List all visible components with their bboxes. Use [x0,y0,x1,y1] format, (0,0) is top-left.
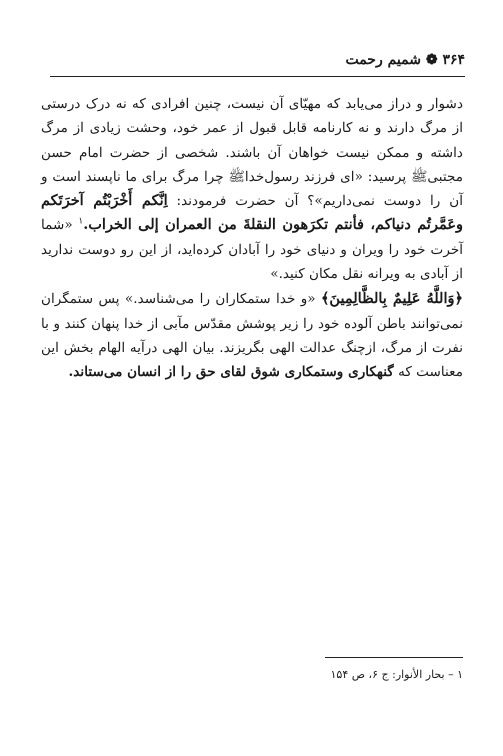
quran-verse: ﴿وَاللَّهُ عَلِيمٌ بِالظَّالِمِينَ﴾ [320,290,463,308]
emphasized-conclusion: گنهکاری وستمکاری شوق لقای حق را از انسان می‌ستاند. [68,364,394,381]
running-header-title: ۳۶۴ ❁ شمیم رحمت [345,52,465,68]
paragraph-1 [41,92,463,286]
paragraph-2 [41,287,463,384]
footnote-marker: ۱ [78,216,84,227]
footnote: ۱ – بحار الأنوار: ج ۶، ص ۱۵۴ [330,668,463,681]
footnote-divider [325,657,463,658]
paragraph-1-text: دشوار و دراز می‌یابد که مهیّای آن نیست، چنین افرادی که نه درک درستی از مرگ دارند و نه کارنامه قابل قبول از عمر خود، وحشت زیادی از مرگ داشته و ممکن نیست خواهان آن باشند. شخصی از حضرت امام حسن مجتبیﷺ پرسید: «ای فرزند رسول‌خداﷺ چرا مرگ برای ما ناپسند است و آن را دوست نمی‌داریم»؟ آن حضرت فرمودند: [41,96,463,210]
body-text [41,92,463,385]
paragraph-2-text: «و خدا ستمکاران را می‌شناسد.» پس ستمگران نمی‌توانند باطن آلوده خود را زیر پوشش مقدّس مآبی از خدا پنهان کنند و با نفرت از مرگ، ازچنگ عدالت الهی بگریزند. بیان الهی درآیه الهام بخش این معناست که [41,291,463,381]
page-header [50,48,465,77]
hadith-translation: «شما آخرت خود را ویران و دنیای خود را آبادان کرده‌اید، از این رو دوست ندارید از آبادی به ویرانه نقل مکان کنید.» [41,217,463,283]
arabic-hadith: اِنَّکم أَخْرَبْتُم آخرَتَکم وعَمَّرتُم دنیاکم، فأنتم تکرَهون النقلةَ من العمران إلی الخراب. [41,192,463,234]
